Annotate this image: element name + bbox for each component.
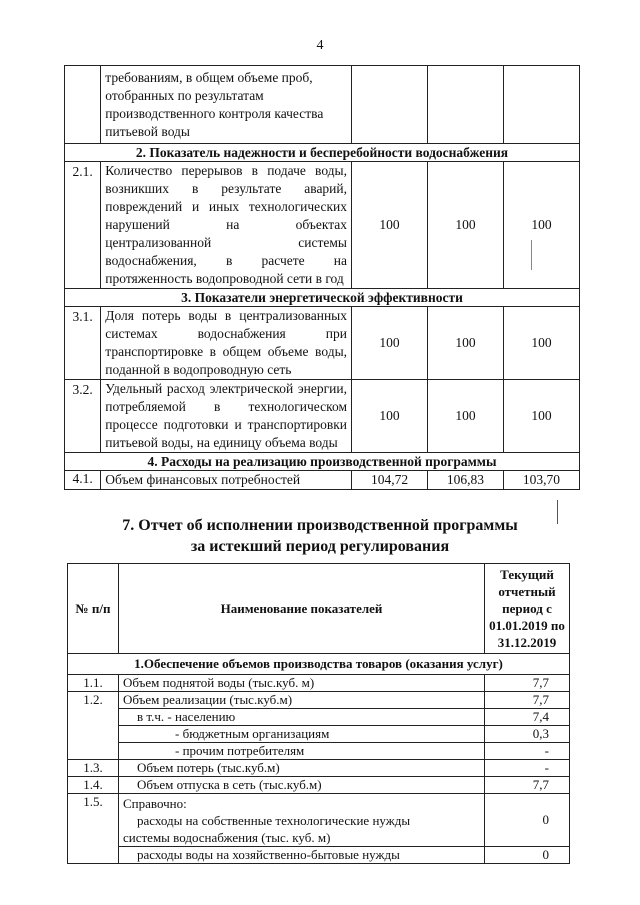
row-number: 3.1.: [65, 307, 101, 380]
table-row: [65, 471, 580, 490]
row-number: 2.1.: [65, 162, 101, 289]
page-number: 4: [316, 38, 324, 53]
section-1-title: 1.Обеспечение объемов производства товаров (оказания услуг): [68, 654, 570, 675]
section-row: [65, 144, 580, 162]
report-table: [67, 563, 570, 864]
value-cell: 100: [352, 162, 428, 289]
table-row: 1.3. Объем потерь (тыс.куб.м) -: [68, 760, 570, 777]
table-row: - прочим потребителям -: [68, 743, 570, 760]
table-row: 1.2. Объем реализации (тыс.куб.м) 7,7: [68, 692, 570, 709]
scan-artifact: [557, 500, 558, 524]
value-cell: 100: [503, 307, 579, 380]
header-name: Наименование показателей: [119, 564, 485, 654]
section-row: [65, 453, 580, 471]
table-row: 1.5. Справочно: расходы на собственные технологические нужды системы водоснабжения (тыс. куб. м) 0: [68, 794, 570, 847]
section-4-title: 4. Расходы на реализацию производственной программы: [65, 453, 580, 471]
section-row: [65, 289, 580, 307]
table-row: расходы воды на хозяйственно-бытовые нужды 0: [68, 847, 570, 864]
indicator-description: Объем финансовых потребностей: [101, 471, 352, 490]
value-cell: 100: [352, 307, 428, 380]
table-row: [65, 66, 580, 144]
table-row: [65, 307, 580, 380]
indicators-table: [64, 65, 580, 490]
indicator-description: Удельный расход электрической энергии, потребляемой в технологическом процессе подготовки и транспортировки питьевой воды, на единицу объема воды: [101, 380, 352, 453]
value-cell: 100: [503, 380, 579, 453]
value-cell: 100: [352, 380, 428, 453]
table-row: 1.1. Объем поднятой воды (тыс.куб. м) 7,7: [68, 675, 570, 692]
table-row: [65, 380, 580, 453]
value-cell: 100: [428, 380, 504, 453]
section-2-title: 2. Показатель надежности и бесперебойности водоснабжения: [65, 144, 580, 162]
indicator-description: Доля потерь воды в централизованных системах водоснабжения при транспортировке в общем объеме воды, поданной в водопроводную сеть: [101, 307, 352, 380]
row-number: 4.1.: [65, 471, 101, 490]
header-number: № п/п: [68, 564, 119, 654]
section-row: [68, 654, 570, 675]
value-cell: 104,72: [352, 471, 428, 490]
header-row: [68, 564, 570, 654]
scan-artifact: [531, 240, 532, 270]
row-number: 3.2.: [65, 380, 101, 453]
table-row: в т.ч. - населению 7,4: [68, 709, 570, 726]
table-row: [65, 162, 580, 289]
section-7-title: 7. Отчет об исполнении производственной программы за истекший период регулирования: [122, 517, 518, 555]
value-cell: 100: [503, 162, 579, 289]
section-3-title: 3. Показатели энергетической эффективности: [65, 289, 580, 307]
continuation-cell: требованиям, в общем объеме проб, отобранных по результатам производственного контроля качества питьевой воды: [101, 66, 352, 144]
table-row: 1.4. Объем отпуска в сеть (тыс.куб.м) 7,7: [68, 777, 570, 794]
table-row: - бюджетным организациям 0,3: [68, 726, 570, 743]
indicator-description: Количество перерывов в подаче воды, возникших в результате аварий, повреждений и иных технологических нарушений на объектах централизованной системы водоснабжения, в расчете на протяженность водопроводной сети в год: [101, 162, 352, 289]
value-cell: 100: [428, 162, 504, 289]
value-cell: 103,70: [503, 471, 579, 490]
value-cell: 100: [428, 307, 504, 380]
header-period: Текущий отчетный период с 01.01.2019 по 31.12.2019: [485, 564, 570, 654]
value-cell: 106,83: [428, 471, 504, 490]
